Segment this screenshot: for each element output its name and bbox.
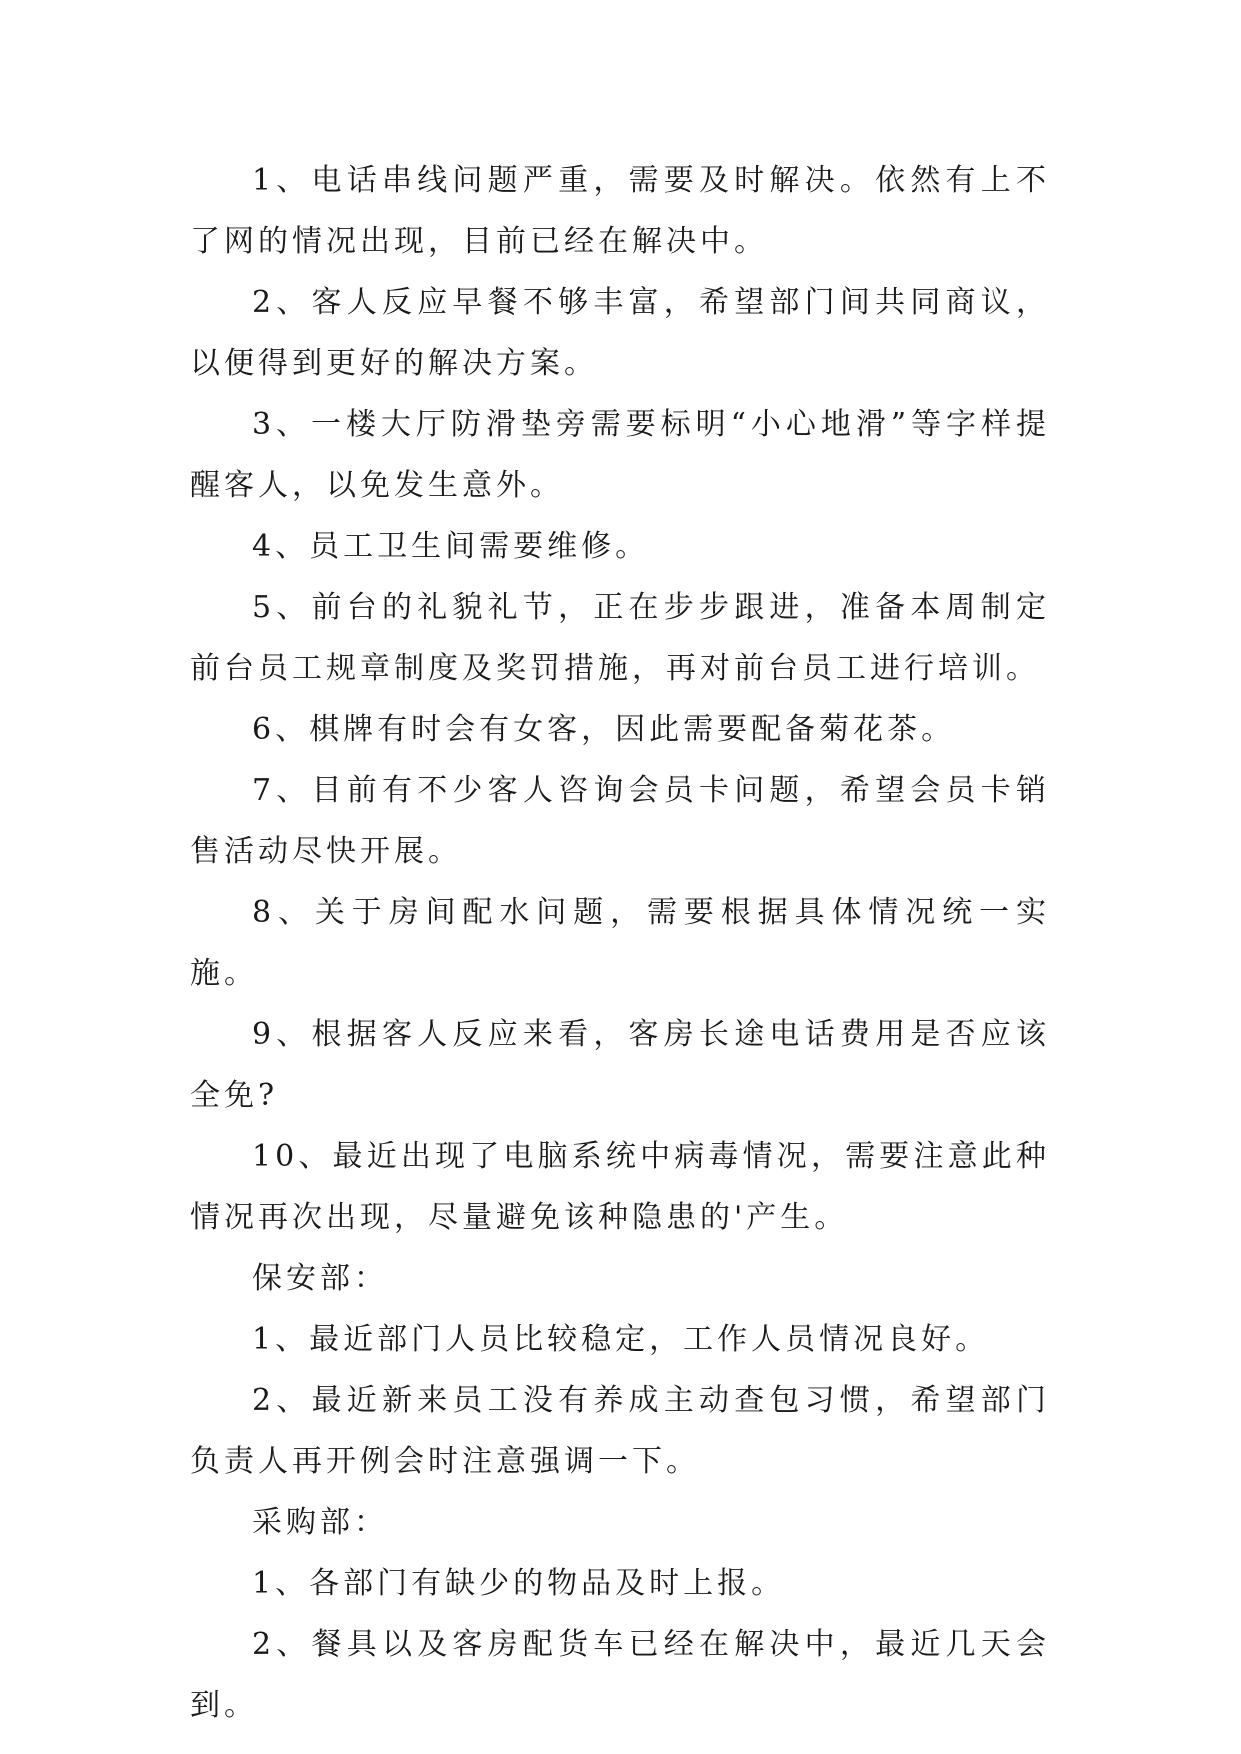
section-heading-purchasing: 采购部： <box>252 1505 388 1540</box>
document-body <box>190 150 1050 1736</box>
paragraph: 2、餐具以及客房配货车已经在解决中，最近几天会到。 <box>190 1627 1050 1723</box>
paragraph: 1、最近部门人员比较稳定，工作人员情况良好。 <box>252 1322 990 1357</box>
paragraph: 9、根据客人反应来看，客房长途电话费用是否应该全免? <box>190 1017 1050 1113</box>
paragraph: 2、最近新来员工没有养成主动查包习惯，希望部门负责人再开例会时注意强调一下。 <box>190 1383 1050 1479</box>
paragraph: 4、员工卫生间需要维修。 <box>252 529 650 564</box>
section-heading-security: 保安部： <box>252 1261 388 1296</box>
paragraph: 10、最近出现了电脑系统中病毒情况，需要注意此种情况再次出现，尽量避免该种隐患的'产生。 <box>190 1139 1050 1235</box>
paragraph: 8、关于房间配水问题，需要根据具体情况统一实施。 <box>190 895 1050 991</box>
paragraph: 3、一楼大厅防滑垫旁需要标明“小心地滑”等字样提醒客人，以免发生意外。 <box>190 407 1050 503</box>
paragraph: 1、电话串线问题严重，需要及时解决。依然有上不了网的情况出现，目前已经在解决中。 <box>190 163 1050 259</box>
paragraph: 1、各部门有缺少的物品及时上报。 <box>252 1566 786 1601</box>
paragraph: 7、目前有不少客人咨询会员卡问题，希望会员卡销售活动尽快开展。 <box>190 773 1050 869</box>
paragraph: 6、棋牌有时会有女客，因此需要配备菊花茶。 <box>252 712 956 747</box>
paragraph: 5、前台的礼貌礼节，正在步步跟进，准备本周制定前台员工规章制度及奖罚措施，再对前台员工进行培训。 <box>190 590 1050 686</box>
paragraph: 2、客人反应早餐不够丰富，希望部门间共同商议，以便得到更好的解决方案。 <box>190 285 1050 381</box>
